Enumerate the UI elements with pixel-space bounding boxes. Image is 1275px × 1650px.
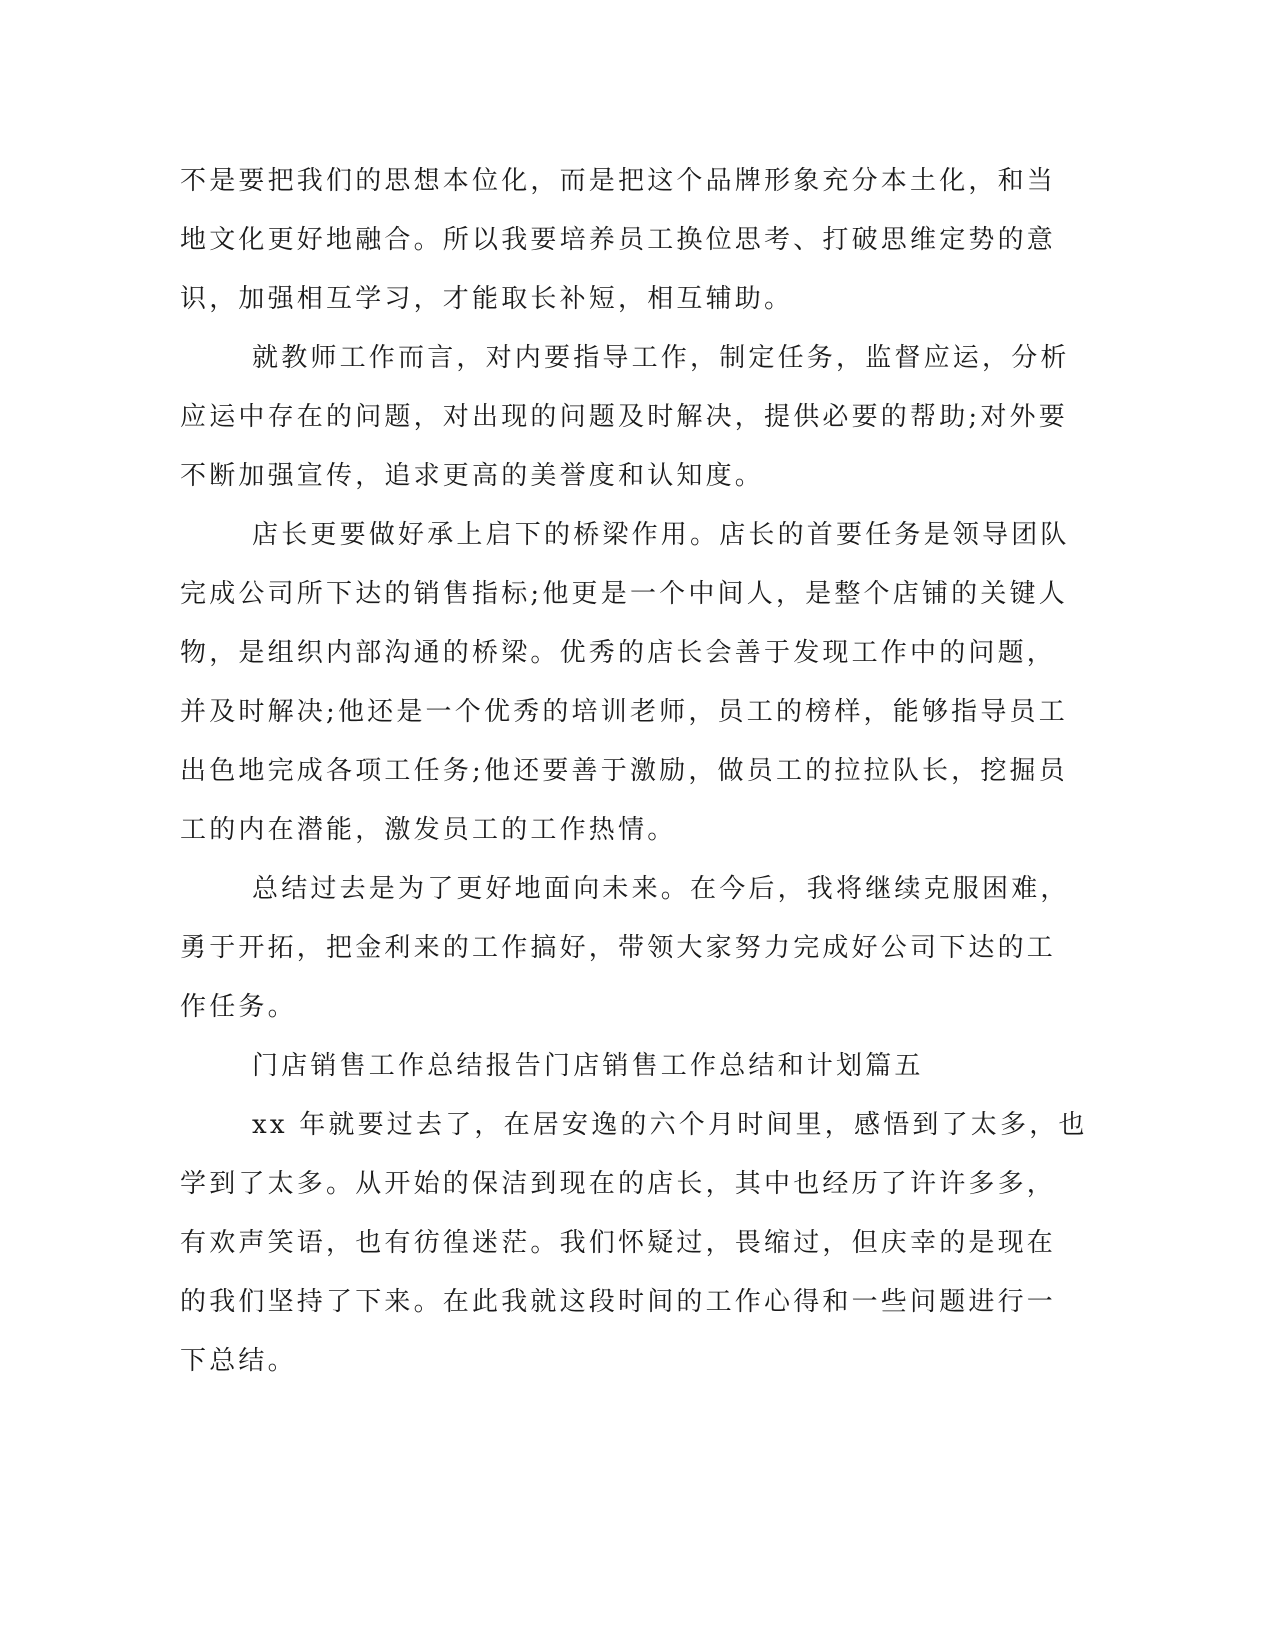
text-line: 不是要把我们的思想本位化，而是把这个品牌形象充分本土化，和当: [180, 166, 1057, 196]
paragraph-first-line: 就教师工作而言，对内要指导工作，制定任务，监督应运，分析: [252, 343, 1070, 373]
paragraph-first-line: 总结过去是为了更好地面向未来。在今后，我将继续克服困难，: [252, 874, 1070, 904]
text-line: 学到了太多。从开始的保洁到现在的店长，其中也经历了许许多多，: [180, 1169, 1057, 1199]
text-line: 物，是组织内部沟通的桥梁。优秀的店长会善于发现工作中的问题，: [180, 638, 1057, 668]
text-line: 识，加强相互学习，才能取长补短，相互辅助。: [180, 284, 794, 314]
text-line: 出色地完成各项工任务;他还要善于激励，做员工的拉拉队长，挖掘员: [180, 756, 1068, 786]
text-line: 不断加强宣传，追求更高的美誉度和认知度。: [180, 461, 765, 491]
text-line: 作任务。: [180, 992, 297, 1022]
text-line: 的我们坚持了下来。在此我就这段时间的工作心得和一些问题进行一: [180, 1287, 1057, 1317]
text-line: 地文化更好地融合。所以我要培养员工换位思考、打破思维定势的意: [180, 225, 1057, 255]
text-line: 并及时解决;他还是一个优秀的培训老师，员工的榜样，能够指导员工: [180, 697, 1068, 727]
paragraph-first-line: 店长更要做好承上启下的桥梁作用。店长的首要任务是领导团队: [252, 520, 1070, 550]
text-line: 下总结。: [180, 1346, 297, 1376]
section-heading: 门店销售工作总结报告门店销售工作总结和计划篇五: [252, 1051, 924, 1081]
text-line: 完成公司所下达的销售指标;他更是一个中间人，是整个店铺的关键人: [180, 579, 1068, 609]
paragraph-first-line: xx 年就要过去了，在居安逸的六个月时间里，感悟到了太多，也: [252, 1110, 1088, 1140]
text-line: 应运中存在的问题，对出现的问题及时解决，提供必要的帮助;对外要: [180, 402, 1068, 432]
text-line: 勇于开拓，把金利来的工作搞好，带领大家努力完成好公司下达的工: [180, 933, 1057, 963]
text-line: 有欢声笑语，也有彷徨迷茫。我们怀疑过，畏缩过，但庆幸的是现在: [180, 1228, 1057, 1258]
document-body: [180, 152, 1088, 1391]
text-line: 工的内在潜能，激发员工的工作热情。: [180, 815, 677, 845]
